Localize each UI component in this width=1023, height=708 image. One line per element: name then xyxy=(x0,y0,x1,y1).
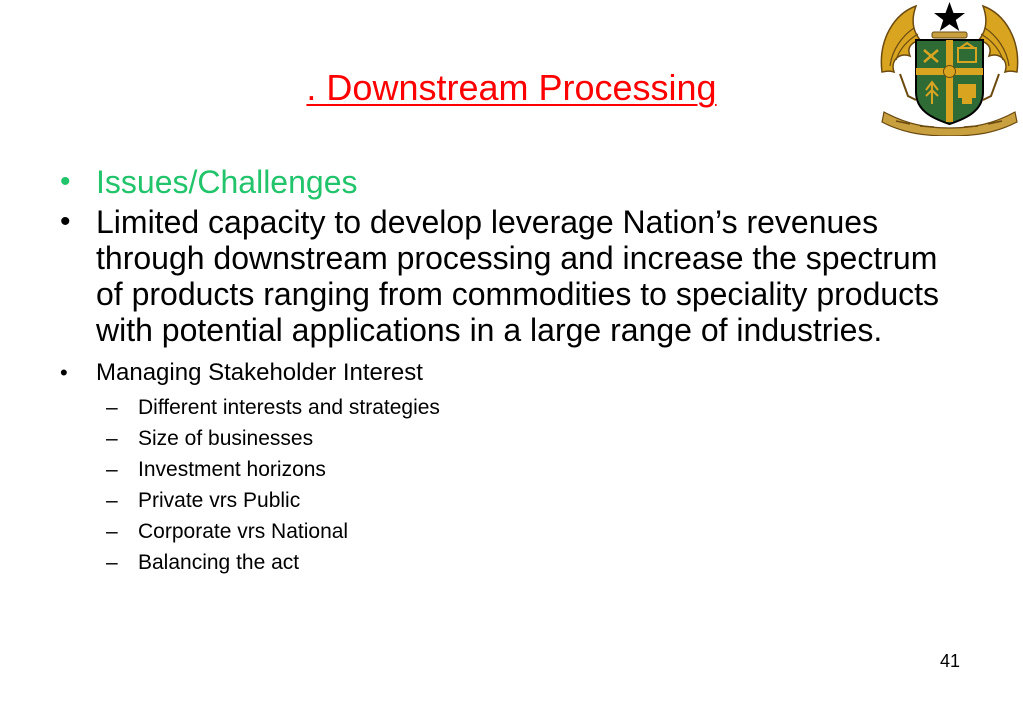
bullet-marker: • xyxy=(60,165,71,198)
sub-item xyxy=(106,516,960,547)
sub-item-text: Different interests and strategies xyxy=(138,396,440,419)
bullet-list xyxy=(60,164,960,578)
bullet-marker: • xyxy=(60,205,71,238)
sub-item-text: Investment horizons xyxy=(138,458,326,481)
dash-marker: – xyxy=(106,427,118,450)
bullet-managing-stakeholder-interest xyxy=(60,358,960,388)
stakeholder-sub-list xyxy=(60,392,960,578)
dash-marker: – xyxy=(106,458,118,481)
dash-marker: – xyxy=(106,396,118,419)
slide-title: . Downstream Processing xyxy=(306,67,717,108)
dash-marker: – xyxy=(106,489,118,512)
sub-item-text: Corporate vrs National xyxy=(138,520,349,543)
dash-marker: – xyxy=(106,551,118,574)
sub-item-text: Balancing the act xyxy=(138,551,300,574)
sub-item-text: Private vrs Public xyxy=(138,489,301,512)
bullet-text: Issues/Challenges xyxy=(96,164,358,200)
sub-item xyxy=(106,392,960,423)
bullet-text: Managing Stakeholder Interest xyxy=(96,359,423,386)
sub-item-text: Size of businesses xyxy=(138,427,314,450)
sub-item xyxy=(106,485,960,516)
coat-of-arms-icon xyxy=(876,0,1023,136)
sub-item xyxy=(106,454,960,485)
dash-marker: – xyxy=(106,520,118,543)
sub-item xyxy=(106,547,960,578)
sub-item xyxy=(106,423,960,454)
bullet-marker: • xyxy=(60,360,68,385)
bullet-issues-challenges xyxy=(60,164,960,200)
bullet-text: Limited capacity to develop leverage Nation’s revenues through downstream processing and increase the spectrum of products ranging from commodities to speciality products with potential applications in a large range of industries. xyxy=(96,204,940,348)
page-number: 41 xyxy=(940,651,961,671)
bullet-limited-capacity xyxy=(60,204,960,348)
